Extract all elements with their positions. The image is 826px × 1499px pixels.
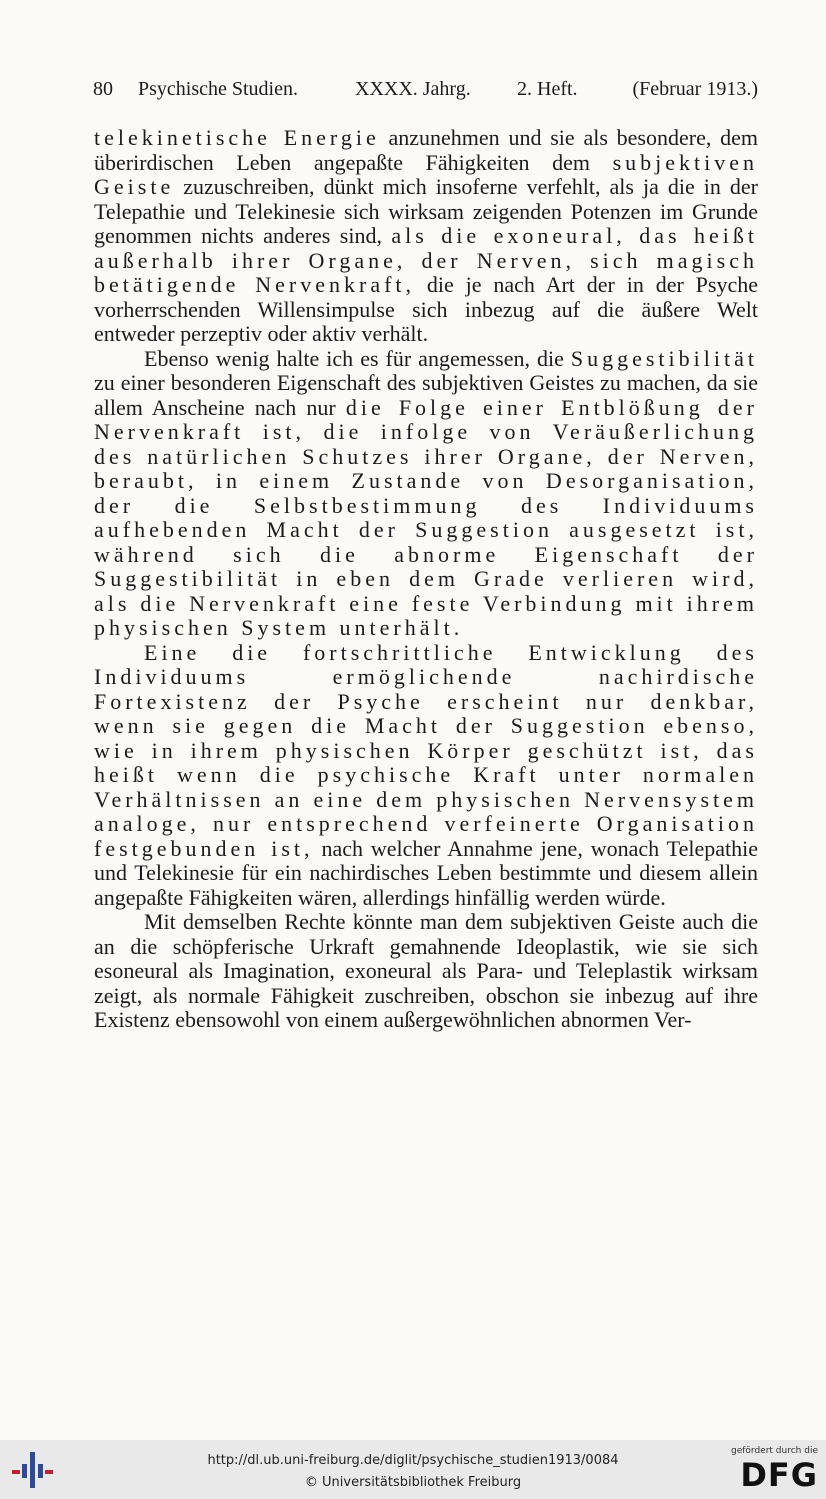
page-number: 80	[93, 78, 113, 100]
body-text-segment: nach welcher Annahme jene, wonach Telepathie und Telekinesie für ein nachirdisches Leben bestimmte und diesem allein angepaßte Fähigkeiten wären, allerdings hinfällig werden würde.	[94, 835, 758, 910]
footer-bar	[0, 1440, 826, 1499]
spaced-emphasis-text: als die exoneural, das heißt außerhalb ihrer Organe, der Nerven, sich magisch betätigende Nervenkraft,	[94, 223, 758, 297]
volume-label: XXXX. Jahrg.	[355, 78, 471, 100]
dfg-funding-badge	[728, 1446, 818, 1496]
body-text-segment: zu einer besonderen Eigenschaft des subjektiven Geistes zu machen, da sie allem Anscheine nach nur	[94, 370, 758, 420]
spaced-emphasis-text: telekinetische Energie	[94, 125, 380, 150]
spaced-emphasis-text: die Folge einer Entblößung der Nervenkraft ist, die infolge von Veräußerlichung des natürlichen Schutzes ihrer Organe, der Nerven, beraubt, in einem Zustande von Desorganisation, der die Selbstbestimmung des Individuums aufhebenden Macht der Suggestion ausgesetzt ist, während sich die abnorme Eigenschaft der Suggestibilität in eben dem Grade verlieren wird, als die Nervenkraft eine feste Verbindung mit ihrem physischen System unterhält.	[94, 394, 758, 640]
journal-title: Psychische Studien.	[138, 78, 298, 100]
paragraph	[94, 347, 758, 641]
spaced-emphasis-text: Eine die fortschrittliche Entwicklung des Individuums ermöglichende nachirdische Fortexistenz der Psyche erscheint nur denkbar, wenn sie gegen die Macht der Suggestion ebenso, wie in ihrem physischen Körper geschützt ist, das heißt wenn die psychische Kraft unter normalen Verhältnissen an eine dem physischen Nervensystem analoge, nur entsprechend verfeinerte Organisation festgebunden ist,	[94, 639, 758, 861]
spaced-emphasis-text: Suggestibilität	[570, 345, 758, 371]
paragraph	[94, 126, 758, 347]
dfg-logo: DFG	[740, 1456, 818, 1494]
issue-date: (Februar 1913.)	[632, 78, 758, 100]
body-text-segment: Mit demselben Rechte könnte man dem subjektiven Geiste auch die an die schöpferische Urkraft gemahnende Ideoplastik, wie sie sich esoneural als Imagination, exoneural als Para- und Teleplastik wirksam zeigt, als normale Fähigkeit zuschreiben, obschon sie inbezug auf ihre Existenz ebensowohl von einem außergewöhnlichen abnormen Ver-	[94, 909, 758, 1032]
body-text-segment: die je nach Art der in der Psyche vorherrschenden Willensimpulse sich inbezug auf die äußere Welt entweder perzeptiv oder aktiv verhält.	[94, 272, 759, 346]
spaced-emphasis-text: subjektiven Geiste	[94, 149, 758, 199]
dfg-caption: gefördert durch die	[731, 1446, 818, 1456]
copyright-notice: © Universitätsbibliothek Freiburg	[304, 1475, 522, 1490]
paragraph	[94, 910, 758, 1033]
source-url-link[interactable]: http://dl.ub.uni-freiburg.de/diglit/psychische_studien1913/0084	[207, 1453, 619, 1468]
running-header	[93, 78, 758, 108]
paragraph	[94, 641, 758, 911]
body-text-segment: zuzuschreiben, dünkt mich insoferne verfehlt, als ja die in der Telepathie und Telekinesie sich wirksam zeigenden Potenzen im Grunde genommen nichts anderes sind,	[94, 174, 758, 248]
body-text-segment: Ebenso wenig halte ich es für angemessen, die	[144, 345, 571, 371]
body-text	[94, 126, 758, 1033]
body-text-segment: anzunehmen und sie als besondere, dem überirdischen Leben angepaßte Fähigkeiten dem	[94, 125, 758, 175]
issue-label: 2. Heft.	[517, 78, 578, 100]
